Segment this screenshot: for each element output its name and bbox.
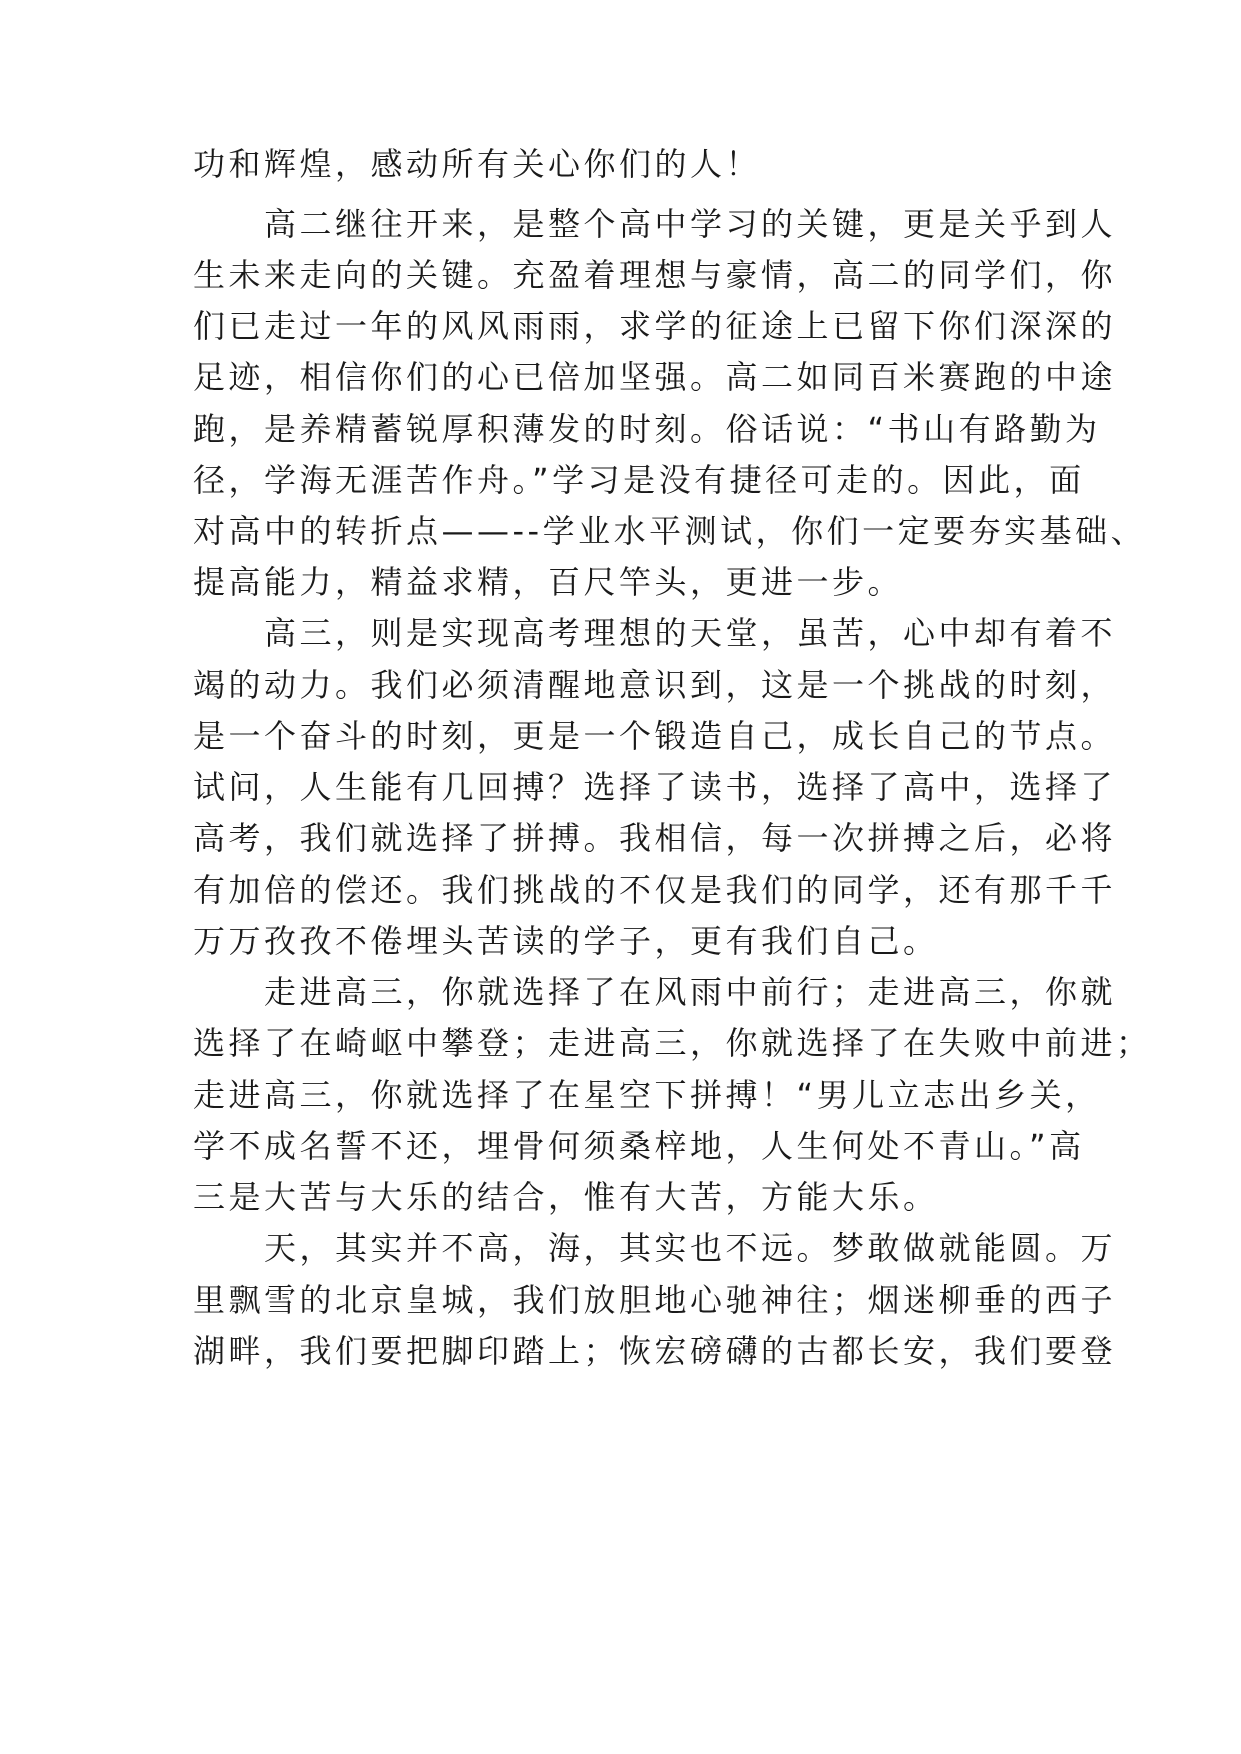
text-line: 提高能力，精益求精，百尺竿头，更进一步。: [193, 563, 904, 601]
text-line: 足迹，相信你们的心已倍加坚强。高二如同百米赛跑的中途: [193, 358, 1117, 396]
text-line: 竭的动力。我们必须清醒地意识到，这是一个挑战的时刻，: [193, 666, 1117, 704]
text-line: 高考，我们就选择了拼搏。我相信，每一次拼搏之后，必将: [193, 819, 1117, 857]
text-line: 生未来走向的关键。充盈着理想与豪情，高二的同学们，你: [193, 256, 1117, 294]
text-line: 高三，则是实现高考理想的天堂，虽苦，心中却有着不: [193, 614, 1117, 652]
text-line: 万万孜孜不倦埋头苦读的学子，更有我们自己。: [193, 922, 939, 960]
text-line: 们已走过一年的风风雨雨，求学的征途上已留下你们深深的: [193, 307, 1117, 345]
text-line: 有加倍的偿还。我们挑战的不仅是我们的同学，还有那千千: [193, 871, 1117, 909]
text-line: 学不成名誓不还，埋骨何须桑梓地，人生何处不青山。”高: [193, 1127, 1085, 1165]
text-line: 径，学海无涯苦作舟。”学习是没有捷径可走的。因此，面: [193, 461, 1085, 499]
text-line: 天，其实并不高，海，其实也不远。梦敢做就能圆。万: [193, 1229, 1117, 1267]
text-line: 走进高三，你就选择了在星空下拼搏！“男儿立志出乡关，: [193, 1076, 1101, 1114]
text-line: 功和辉煌，感动所有关心你们的人！: [193, 145, 762, 183]
text-line: 高二继往开来，是整个高中学习的关键，更是关乎到人: [193, 205, 1117, 243]
text-line: 选择了在崎岖中攀登；走进高三，你就选择了在失败中前进；: [193, 1024, 1152, 1062]
text-line: 三是大苦与大乐的结合，惟有大苦，方能大乐。: [193, 1178, 939, 1216]
text-line: 走进高三，你就选择了在风雨中前行；走进高三，你就: [193, 973, 1117, 1011]
text-line: 是一个奋斗的时刻，更是一个锻造自己，成长自己的节点。: [193, 717, 1117, 755]
text-line: 试问，人生能有几回搏？选择了读书，选择了高中，选择了: [193, 768, 1117, 806]
text-line: 里飘雪的北京皇城，我们放胆地心驰神往；烟迷柳垂的西子: [193, 1281, 1117, 1319]
text-line: 湖畔，我们要把脚印踏上；恢宏磅礴的古都长安，我们要登: [193, 1332, 1117, 1370]
text-line: 跑，是养精蓄锐厚积薄发的时刻。俗话说：“书山有路勤为: [193, 410, 1101, 448]
text-line: 对高中的转折点——--学业水平测试，你们一定要夯实基础、: [193, 512, 1147, 550]
